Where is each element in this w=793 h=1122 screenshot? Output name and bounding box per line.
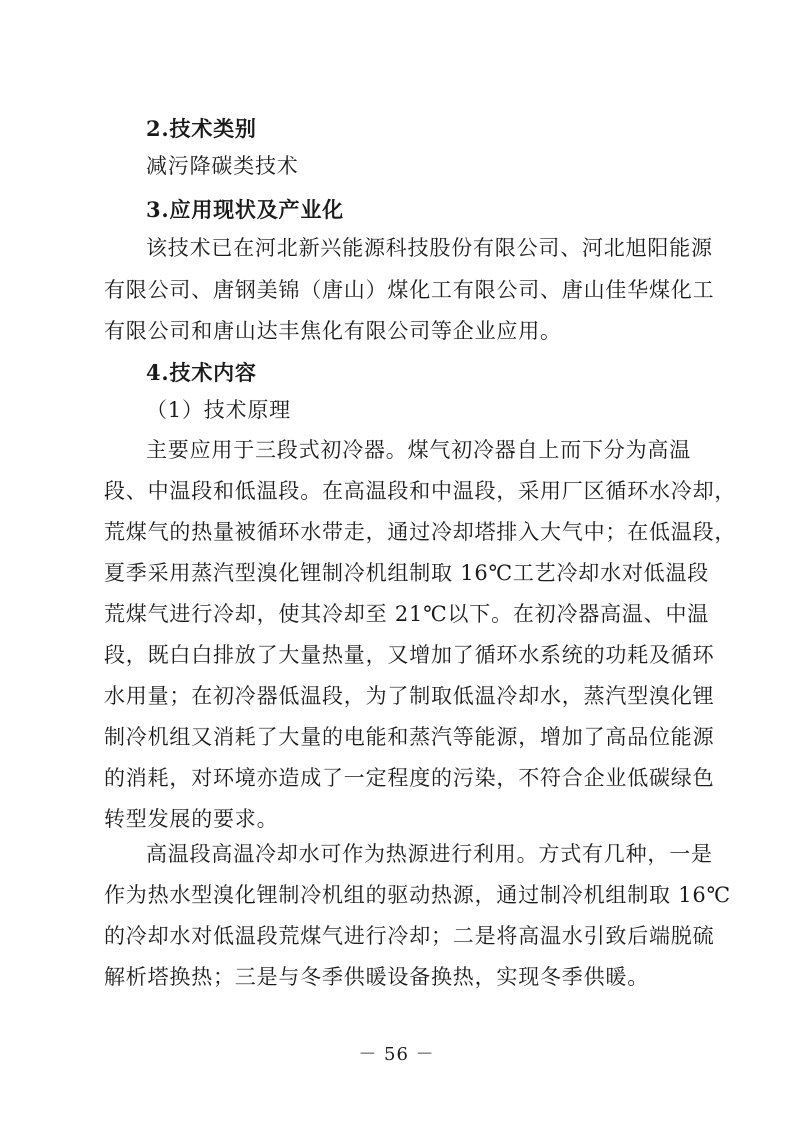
- paragraph-line: 该技术已在河北新兴能源科技股份有限公司、河北旭阳能源: [146, 236, 713, 260]
- paragraph-line: 转型发展的要求。: [104, 807, 279, 831]
- paragraph-line: 作为热水型溴化锂制冷机组的驱动热源，通过制冷机组制取 16℃: [104, 883, 731, 907]
- paragraph-line: 有限公司和唐山达丰焦化有限公司等企业应用。: [104, 319, 562, 343]
- paragraph-line: 荒煤气进行冷却，使其冷却至 21℃以下。在初冷器高温、中温: [104, 602, 710, 626]
- heading-technology-content: 4.技术内容: [146, 360, 257, 385]
- technology-category-text: 减污降碳类技术: [146, 154, 299, 178]
- paragraph-line: 段，既白白排放了大量热量，又增加了循环水系统的功耗及循环: [104, 643, 715, 667]
- paragraph-line: 水用量；在初冷器低温段，为了制取低温冷却水，蒸汽型溴化锂: [104, 684, 715, 708]
- paragraph-line: 高温段高温冷却水可作为热源进行利用。方式有几种，一是: [146, 842, 713, 866]
- paragraph-line: 的消耗，对环境亦造成了一定程度的污染，不符合企业低碳绿色: [104, 766, 715, 790]
- paragraph-line: 荒煤气的热量被循环水带走，通过冷却塔排入大气中；在低温段，: [104, 520, 737, 544]
- paragraph-line: 有限公司、唐钢美锦（唐山）煤化工有限公司、唐山佳华煤化工: [104, 278, 715, 302]
- paragraph-line: 主要应用于三段式初冷器。煤气初冷器自上而下分为高温: [146, 438, 691, 462]
- paragraph-line: 段、中温段和低温段。在高温段和中温段，采用厂区循环水冷却，: [104, 479, 737, 503]
- paragraph-line: 解析塔换热；三是与冬季供暖设备换热，实现冬季供暖。: [104, 965, 649, 989]
- subheading-technology-principle: （1）技术原理: [146, 398, 291, 422]
- page-number: － 56 －: [358, 1044, 435, 1065]
- heading-application-status: 3.应用现状及产业化: [146, 197, 344, 222]
- heading-technology-category: 2.技术类别: [146, 116, 257, 141]
- paragraph-line: 夏季采用蒸汽型溴化锂制冷机组制取 16℃工艺冷却水对低温段: [104, 561, 710, 585]
- paragraph-line: 制冷机组又消耗了大量的电能和蒸汽等能源，增加了高品位能源: [104, 725, 715, 749]
- paragraph-line: 的冷却水对低温段荒煤气进行冷却；二是将高温水引致后端脱硫: [104, 924, 715, 948]
